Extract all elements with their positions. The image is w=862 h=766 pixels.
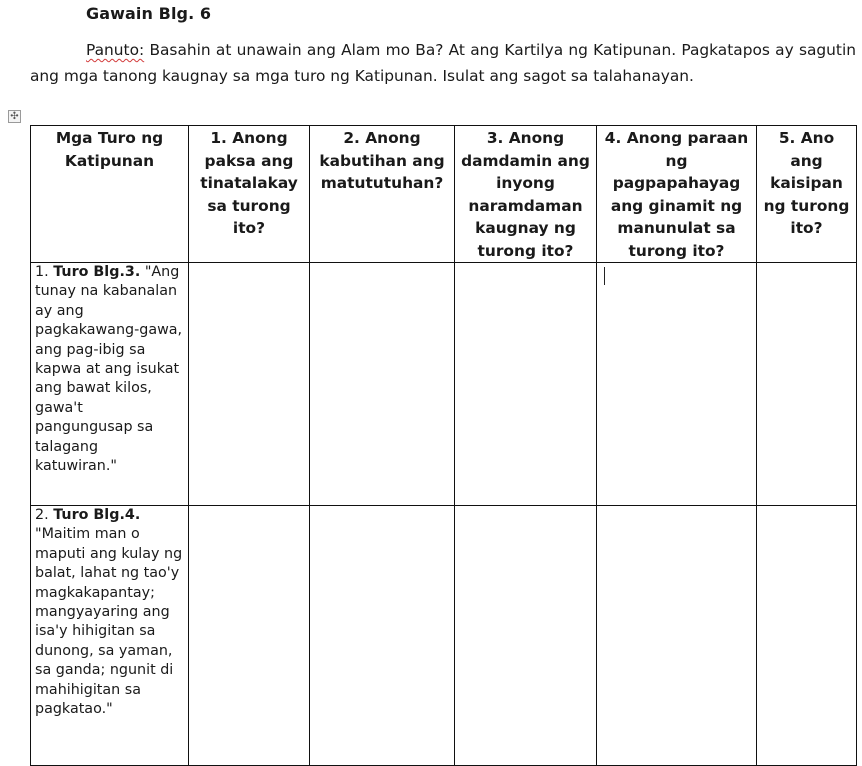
answer-table [30, 125, 857, 766]
header-question-3: 3. Anong damdamin ang inyong naramdaman kaugnay ng turong ito? [455, 126, 597, 263]
teaching-cell-1[interactable] [31, 263, 189, 506]
teaching-number: 1. [35, 264, 49, 280]
table-header-row [31, 126, 857, 263]
teaching-cell-2[interactable] [31, 506, 189, 766]
answer-cell-2-2[interactable] [310, 506, 455, 766]
header-question-4: 4. Anong paraan ng pagpapahayag ang ginamit ng manunulat sa turong ito? [597, 126, 757, 263]
answer-cell-2-3[interactable] [455, 506, 597, 766]
instructions-paragraph [30, 37, 856, 89]
header-mga-turo: Mga Turo ng Katipunan [31, 126, 189, 263]
header-question-5: 5. Ano ang kaisipan ng turong ito? [757, 126, 857, 263]
answer-cell-2-1[interactable] [189, 506, 310, 766]
header-question-1: 1. Anong paksa ang tinatalakay sa turong ito? [189, 126, 310, 263]
teaching-label: Turo Blg.4. [53, 507, 141, 523]
table-row [31, 263, 857, 506]
teaching-label: Turo Blg.3. [53, 264, 141, 280]
answer-cell-2-5[interactable] [757, 506, 857, 766]
teaching-quote: "Maitim man o maputi ang kulay ng balat, lahat ng tao'y magkakapantay; mangyayaring ang isa'y hihigitan sa dunong, sa yaman, sa ganda; ngunit di mahihigitan sa pagkatao." [35, 526, 183, 718]
teaching-number: 2. [35, 507, 49, 523]
activity-title: Gawain Blg. 6 [86, 4, 212, 23]
instructions-label: Panuto: [86, 41, 145, 59]
answer-cell-1-3[interactable] [455, 263, 597, 506]
answer-cell-2-4[interactable] [597, 506, 757, 766]
answer-cell-1-4[interactable] [597, 263, 757, 506]
table-row [31, 506, 857, 766]
header-question-2: 2. Anong kabutihan ang matututuhan? [310, 126, 455, 263]
answer-cell-1-2[interactable] [310, 263, 455, 506]
table-move-handle-icon[interactable]: ✣ [8, 110, 21, 123]
answer-cell-1-5[interactable] [757, 263, 857, 506]
answer-cell-1-1[interactable] [189, 263, 310, 506]
text-cursor [604, 267, 605, 285]
teaching-quote: "Ang tunay na kabanalan ay ang pagkakawang-gawa, ang pag-ibig sa kapwa at ang isukat ang bawat kilos, gawa't pangungusap sa talagang katuwiran." [35, 264, 183, 475]
instructions-text: Basahin at unawain ang Alam mo Ba? At ang Kartilya ng Katipunan. Pagkatapos ay sagutin ang mga tanong kaugnay sa mga turo ng Katipunan. Isulat ang sagot sa talahanayan. [30, 41, 856, 85]
